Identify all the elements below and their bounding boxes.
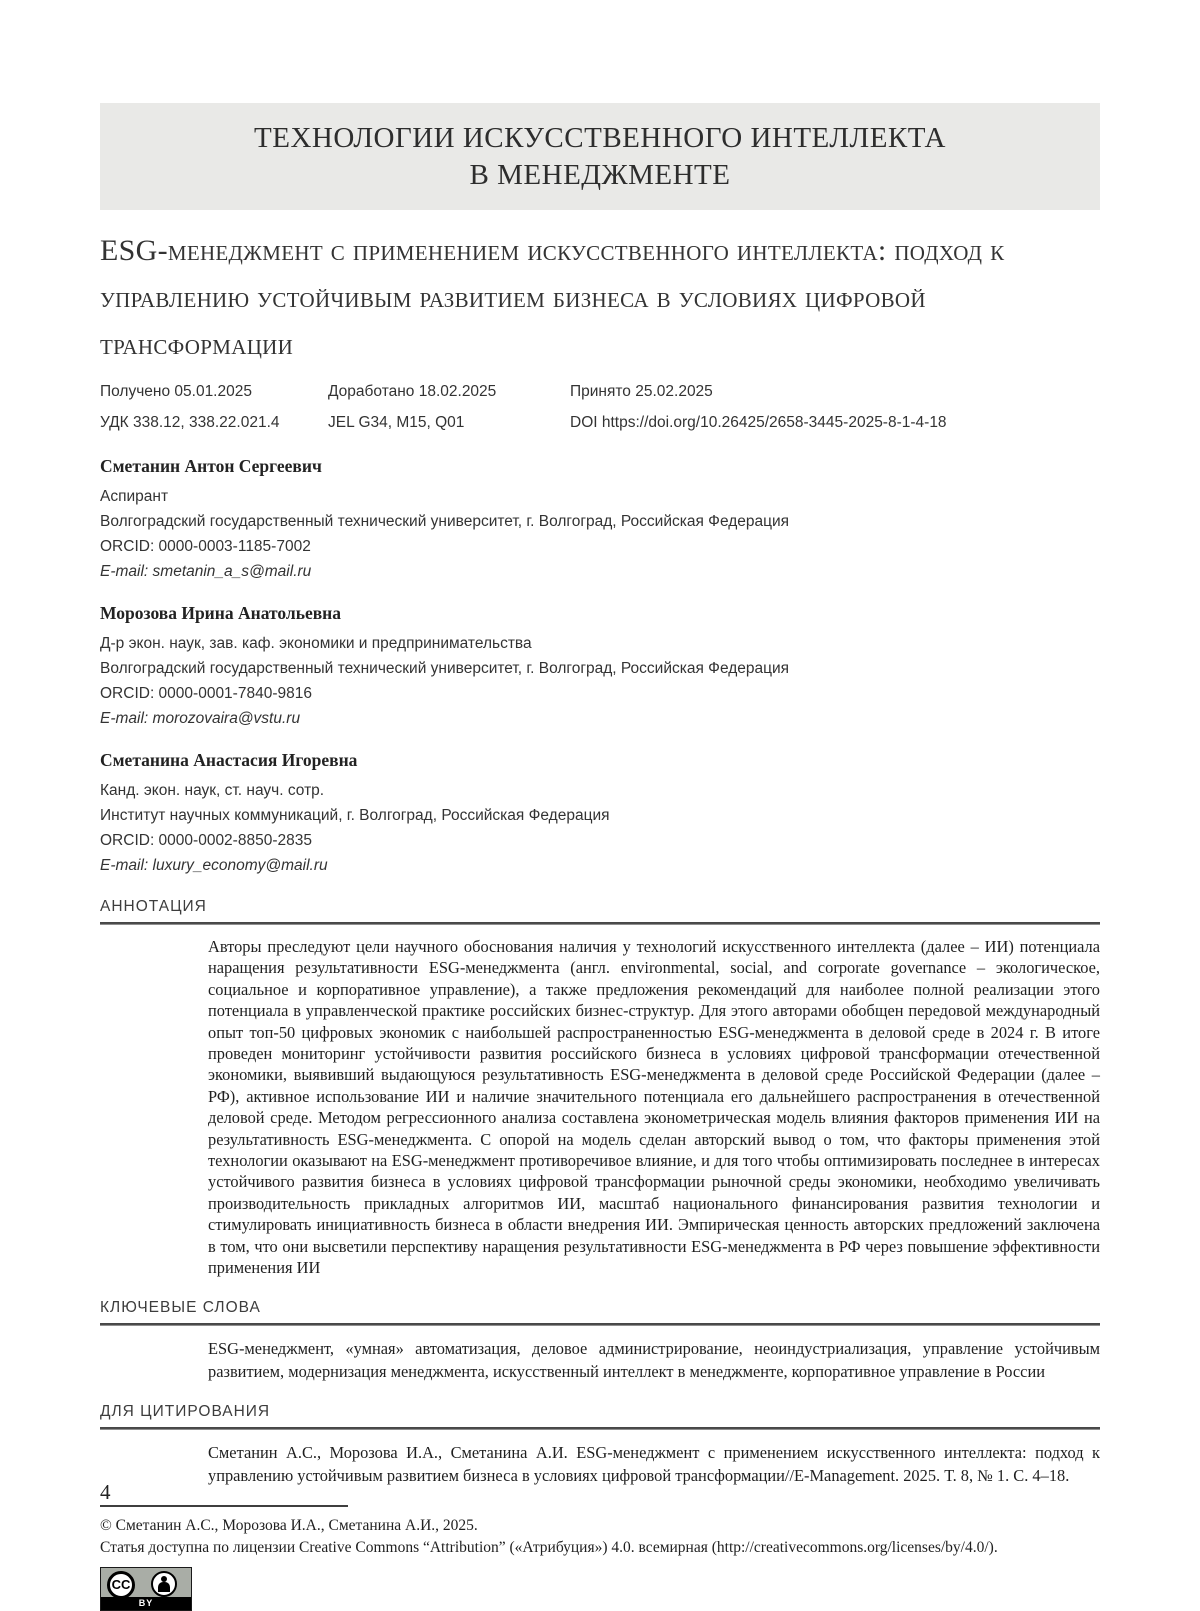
person-icon-head — [161, 1576, 167, 1582]
meta-doi: DOI https://doi.org/10.26425/2658-3445-2025-8-1-4-18 — [570, 414, 947, 431]
author-orcid: ORCID: 0000-0002-8850-2835 — [100, 832, 312, 849]
author-email: E-mail: morozovaira@vstu.ru — [100, 710, 301, 727]
abstract-section — [100, 898, 1100, 1279]
author-name: Сметанин Антон Сергеевич — [100, 456, 322, 476]
cc-by-license-badge — [100, 1567, 192, 1611]
author-position: Канд. экон. наук, ст. науч. сотр. — [100, 782, 325, 799]
footnote-divider — [100, 1505, 348, 1507]
author-position: Аспирант — [100, 488, 169, 505]
keywords-text: ESG-менеджмент, «умная» автоматизация, деловое администрирование, неоиндустриализация, управление устойчивым развитием, модернизация менеджмента, искусственный интеллект в менеджменте, корпоративное управление в России — [208, 1338, 1100, 1381]
license-line: Статья доступна по лицензии Creative Commons “Attribution” («Атрибуция») 4.0. всемирная (http://creativecommons.org/licenses/by/4.0/). — [100, 1538, 998, 1556]
author-block-3 — [100, 750, 1100, 878]
keywords-section — [100, 1299, 1100, 1383]
author-affiliation: Волгоградский государственный технический университет, г. Волгоград, Российская Федерация — [100, 660, 790, 677]
meta-accepted: Принято 25.02.2025 — [570, 383, 713, 400]
author-orcid: ORCID: 0000-0001-7840-9816 — [100, 685, 312, 702]
page-content — [100, 0, 1100, 1611]
citation-text: Сметанин А.С., Морозова И.А., Сметанина А.И. ESG-менеджмент с применением искусственного интеллекта: подход к управлению устойчивым развитием бизнеса в условиях цифровой трансформации//E-Management. 2025. Т. 8, № 1. С. 4–18. — [208, 1442, 1100, 1485]
meta-udc: УДК 338.12, 338.22.021.4 — [100, 414, 280, 431]
heading-rule — [100, 922, 1100, 925]
author-name: Морозова Ирина Анатольевна — [100, 603, 342, 623]
meta-received: Получено 05.01.2025 — [100, 383, 252, 400]
author-name: Сметанина Анастасия Игоревна — [100, 750, 358, 770]
attribution-person-icon — [151, 1571, 177, 1597]
banner-title-line2: В МЕНЕДЖМЕНТЕ — [469, 158, 731, 191]
author-orcid: ORCID: 0000-0003-1185-7002 — [100, 538, 311, 555]
author-affiliation: Волгоградский государственный технический университет, г. Волгоград, Российская Федерация — [100, 513, 790, 530]
article-meta — [100, 383, 1100, 432]
section-banner — [100, 103, 1100, 210]
abstract-text: Авторы преследуют цели научного обоснования наличия у технологий искусственного интеллекта (далее – ИИ) потенциала наращения результативности ESG-менеджмента (англ. environmental, social, and corporate governance – экологическое, социальное и корпоративное управление), а также предложения рекомендаций для наиболее полной реализации этого потенциала в управленческой практике российских бизнес-структур. Для этого авторами обобщен передовой международный опыт топ-50 цифровых экономик с наибольшей распространенностью ESG-менеджмента в деловой среде в 2024 г. В итоге проведен мониторинг устойчивости развития российского бизнеса в условиях цифровой трансформации отечественной экономики, выявивший выдающуюся результативность ESG-менеджмента в деловой среде Российской Федерации (далее – РФ), активное использование ИИ и наличие значительного потенциала его дальнейшего распространения в отечественной деловой среде. Методом регрессионного анализа составлена эконометрическая модель влияния факторов применения ИИ на результативность ESG-менеджмента. С опорой на модель сделан авторский вывод о том, что факторы применения этой технологии оказывают на ESG-менеджмент противоречивое влияние, и для того чтобы оптимизировать последнее в интересах устойчивого развития бизнеса в условиях цифровой трансформации рыночной среды экономики, необходимо увеличивать производительность прикладных алгоритмов ИИ, масштаб национального финансирования развития технологии и стимулировать инициативность бизнеса в области внедрения ИИ. Эмпирическая ценность авторских предложений заключена в том, что они высветили перспективу наращения результативности ESG-менеджмента в РФ через повышение эффективности применения ИИ — [208, 937, 1100, 1278]
meta-revised: Доработано 18.02.2025 — [328, 383, 497, 400]
copyright-block — [100, 1515, 1100, 1559]
cc-logo-icon: CC — [107, 1571, 135, 1599]
heading-rule — [100, 1427, 1100, 1430]
copyright-line: © Сметанин А.С., Морозова И.А., Сметанина А.И., 2025. — [100, 1516, 478, 1534]
author-position: Д-р экон. наук, зав. каф. экономики и предпринимательства — [100, 635, 532, 652]
citation-heading: ДЛЯ ЦИТИРОВАНИЯ — [100, 1402, 271, 1420]
authors-block — [100, 456, 1100, 878]
author-block-1 — [100, 456, 1100, 584]
cc-by-label: BY — [101, 1597, 191, 1610]
citation-section — [100, 1403, 1100, 1487]
author-email: E-mail: smetanin_a_s@mail.ru — [100, 563, 312, 580]
author-affiliation: Институт научных коммуникаций, г. Волгоград, Российская Федерация — [100, 807, 610, 824]
meta-jel: JEL G34, M15, Q01 — [328, 414, 465, 431]
person-icon-body — [158, 1582, 170, 1592]
author-block-2 — [100, 603, 1100, 731]
author-email: E-mail: luxury_economy@mail.ru — [100, 857, 328, 874]
keywords-heading: КЛЮЧЕВЫЕ СЛОВА — [100, 1298, 261, 1316]
heading-rule — [100, 1323, 1100, 1326]
abstract-heading: АННОТАЦИЯ — [100, 898, 207, 915]
page-number: 4 — [100, 1480, 111, 1504]
banner-title-line1: ТЕХНОЛОГИИ ИСКУССТВЕННОГО ИНТЕЛЛЕКТА — [254, 121, 946, 154]
article-title: ESG-менеджмент с применением искусственного интеллекта: подход к управлению устойчивым развитием бизнеса в условиях цифровой трансформации — [100, 234, 1005, 361]
